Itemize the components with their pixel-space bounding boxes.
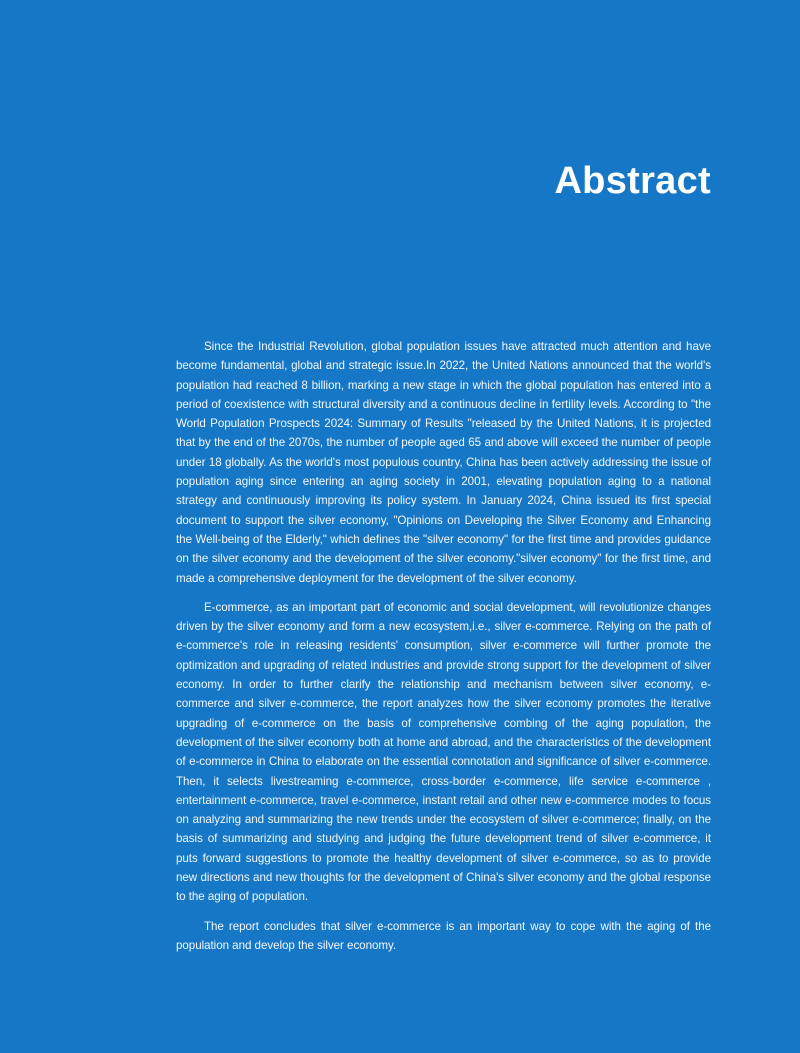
abstract-body [176, 337, 711, 965]
paragraph-2: E-commerce, as an important part of economic and social development, will revolutionize changes driven by the silver economy and form a new ecosystem,i.e., silver e-commerce. Relying on the path of e-commerce's role in releasing residents' consumption, silver e-commerce will further promote the optimization and upgrading of related industries and provide strong support for the development of silver economy. In order to further clarify the relationship and mechanism between silver economy, e-commerce and silver e-commerce, the report analyzes how the silver economy promotes the iterative upgrading of e-commerce on the basis of comprehensive combing of the aging population, the development of the silver economy both at home and abroad, and the characteristics of the development of e-commerce in China to elaborate on the essential connotation and significance of silver e-commerce. Then, it selects livestreaming e-commerce, cross-border e-commerce, life service e-commerce , entertainment e-commerce, travel e-commerce, instant retail and other new e-commerce modes to focus on analyzing and summarizing the new trends under the ecosystem of silver e-commerce; finally, on the basis of summarizing and studying and judging the future development trend of silver e-commerce, it puts forward suggestions to promote the healthy development of silver e-commerce, so as to provide new directions and new thoughts for the development of China's silver economy and the global response to the aging of population. [176, 600, 711, 904]
paragraph-3: The report concludes that silver e-commerce is an important way to cope with the aging of the population and develop the silver economy. [176, 919, 711, 952]
paragraph-1: Since the Industrial Revolution, global population issues have attracted much attention and have become fundamental, global and strategic issue.In 2022, the United Nations announced that the world's population had reached 8 billion, marking a new stage in which the global population has entered into a period of coexistence with structural diversity and a continuous decline in fertility levels. According to "the World Population Prospects 2024: Summary of Results "released by the United Nations, it is projected that by the end of the 2070s, the number of people aged 65 and above will exceed the number of people under 18 globally. As the world's most populous country, China has been actively addressing the issue of population aging since entering an aging society in 2001, elevating population aging to a national strategy and continuously improving its policy system. In January 2024, China issued its first special document to support the silver economy, "Opinions on Developing the Silver Economy and Enhancing the Well-being of the Elderly," which defines the "silver economy" for the first time and provides guidance on the silver economy and the development of the silver economy."silver economy" for the first time, and made a comprehensive deployment for the development of the silver economy. [176, 340, 711, 585]
page-title: Abstract [554, 160, 711, 202]
